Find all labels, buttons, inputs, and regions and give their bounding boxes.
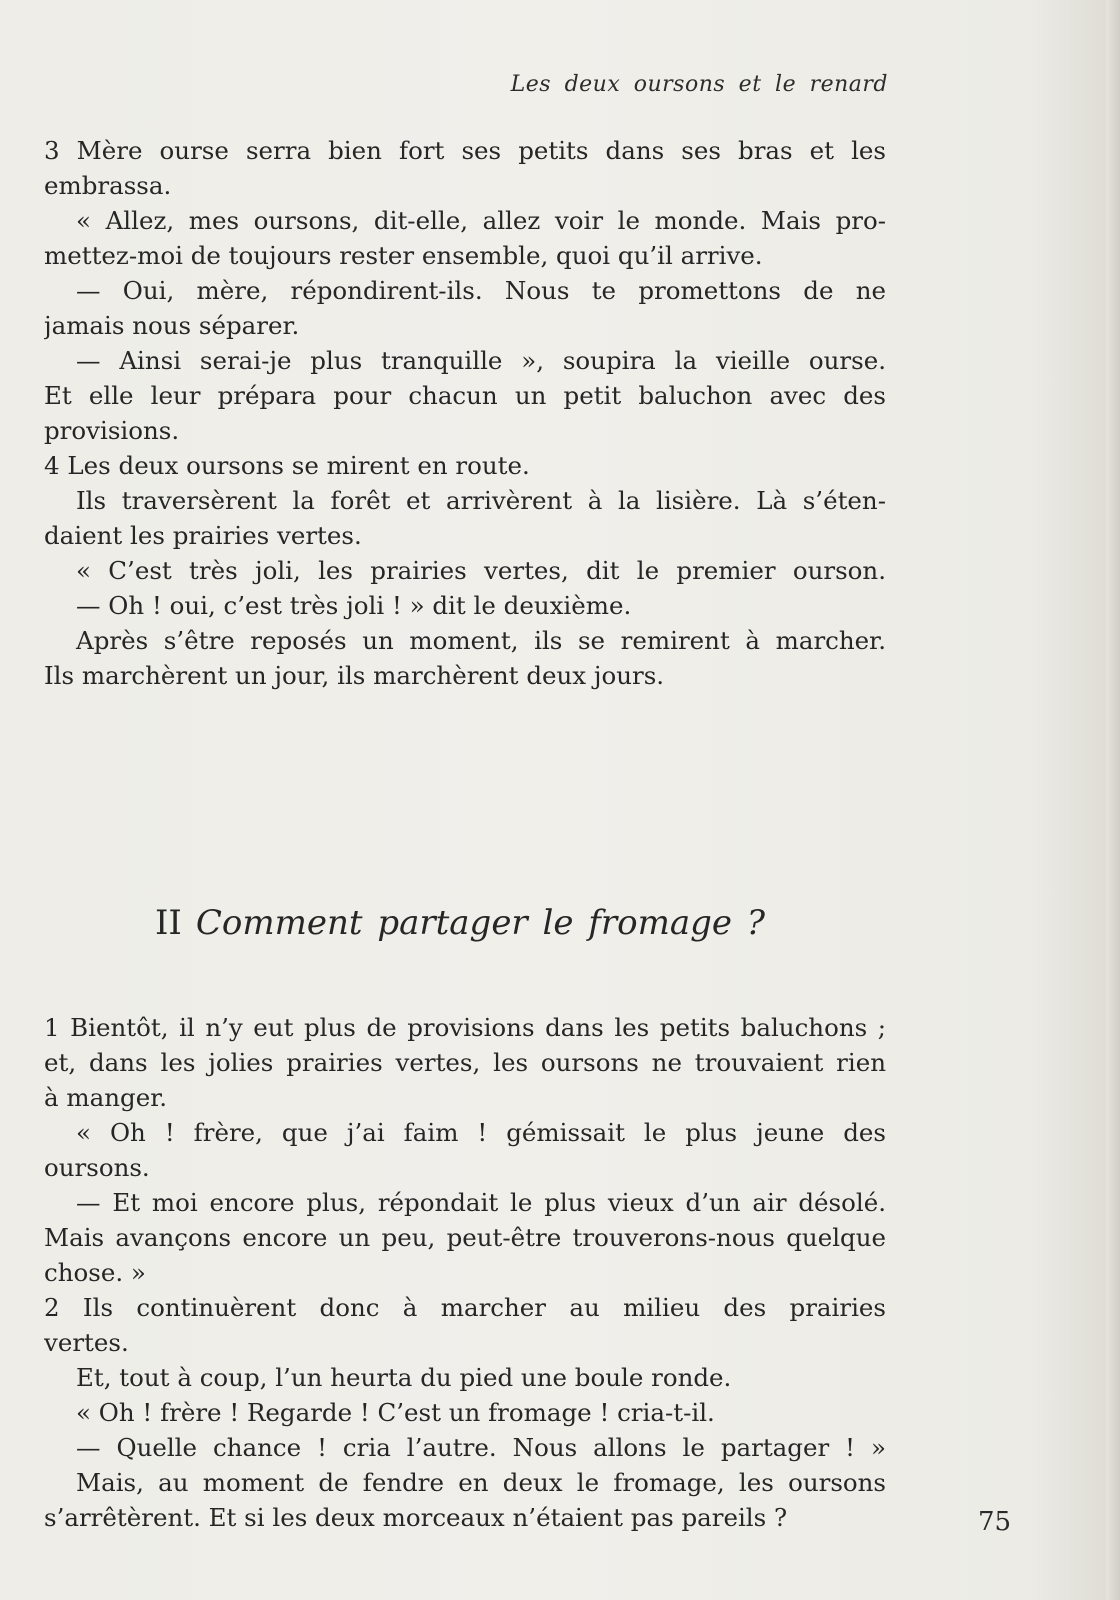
text-line: jamais nous séparer. [44, 311, 300, 340]
text-line: Et elle leur prépara pour chacun un petit baluchon avec des [44, 381, 886, 410]
text-line: Ils traversèrent la forêt et arrivèrent à la lisière. Là s’éten- [76, 486, 886, 515]
text-line: vertes. [44, 1328, 129, 1357]
text-line: Et, tout à coup, l’un heurta du pied une boule ronde. [76, 1363, 732, 1392]
text-line: 3 Mère ourse serra bien fort ses petits dans ses bras et les [44, 136, 886, 165]
text-line: mettez-moi de toujours rester ensemble, quoi qu’il arrive. [44, 241, 763, 270]
text-line: « Oh ! frère ! Regarde ! C’est un fromage ! cria-t-il. [76, 1398, 715, 1427]
text-line: « Oh ! frère, que j’ai faim ! gémissait le plus jeune des [76, 1118, 886, 1147]
text-block-part-1 [44, 133, 886, 693]
section-title: Comment partager le fromage ? [195, 903, 766, 943]
section-heading [155, 903, 765, 943]
text-line: « Allez, mes oursons, dit-elle, allez voir le monde. Mais pro- [76, 206, 886, 235]
text-line: 1 Bientôt, il n’y eut plus de provisions dans les petits baluchons ; [44, 1013, 886, 1042]
text-line: embrassa. [44, 171, 172, 200]
text-line: daient les prairies vertes. [44, 521, 362, 550]
text-line: — Quelle chance ! cria l’autre. Nous allons le partager ! » [76, 1433, 886, 1462]
text-line: à manger. [44, 1083, 168, 1112]
text-line: « C’est très joli, les prairies vertes, dit le premier ourson. [76, 556, 886, 585]
text-line: Ils marchèrent un jour, ils marchèrent deux jours. [44, 661, 665, 690]
page-binding-edge [1106, 0, 1120, 1600]
text-block-part-2 [44, 1010, 886, 1535]
text-line: Mais avançons encore un peu, peut-être trouverons-nous quelque [44, 1223, 886, 1252]
text-line: Mais, au moment de fendre en deux le fromage, les oursons [76, 1468, 886, 1497]
text-line: 4 Les deux oursons se mirent en route. [44, 451, 530, 480]
text-line: — Oui, mère, répondirent-ils. Nous te promettons de ne [76, 276, 886, 305]
text-line: provisions. [44, 416, 180, 445]
text-line: — Ainsi serai-je plus tranquille », soupira la vieille ourse. [76, 346, 886, 375]
running-head: Les deux oursons et le renard [510, 72, 888, 97]
text-line: chose. » [44, 1258, 146, 1287]
text-line: oursons. [44, 1153, 150, 1182]
text-line: s’arrêtèrent. Et si les deux morceaux n’étaient pas pareils ? [44, 1503, 788, 1532]
text-line: et, dans les jolies prairies vertes, les oursons ne trouvaient rien [44, 1048, 886, 1077]
page-number: 75 [978, 1507, 1012, 1537]
section-number: II [155, 903, 182, 943]
text-line: 2 Ils continuèrent donc à marcher au milieu des prairies [44, 1293, 886, 1322]
text-line: — Et moi encore plus, répondait le plus vieux d’un air désolé. [76, 1188, 886, 1217]
text-line: — Oh ! oui, c’est très joli ! » dit le deuxième. [76, 591, 632, 620]
text-line: Après s’être reposés un moment, ils se remirent à marcher. [76, 626, 886, 655]
